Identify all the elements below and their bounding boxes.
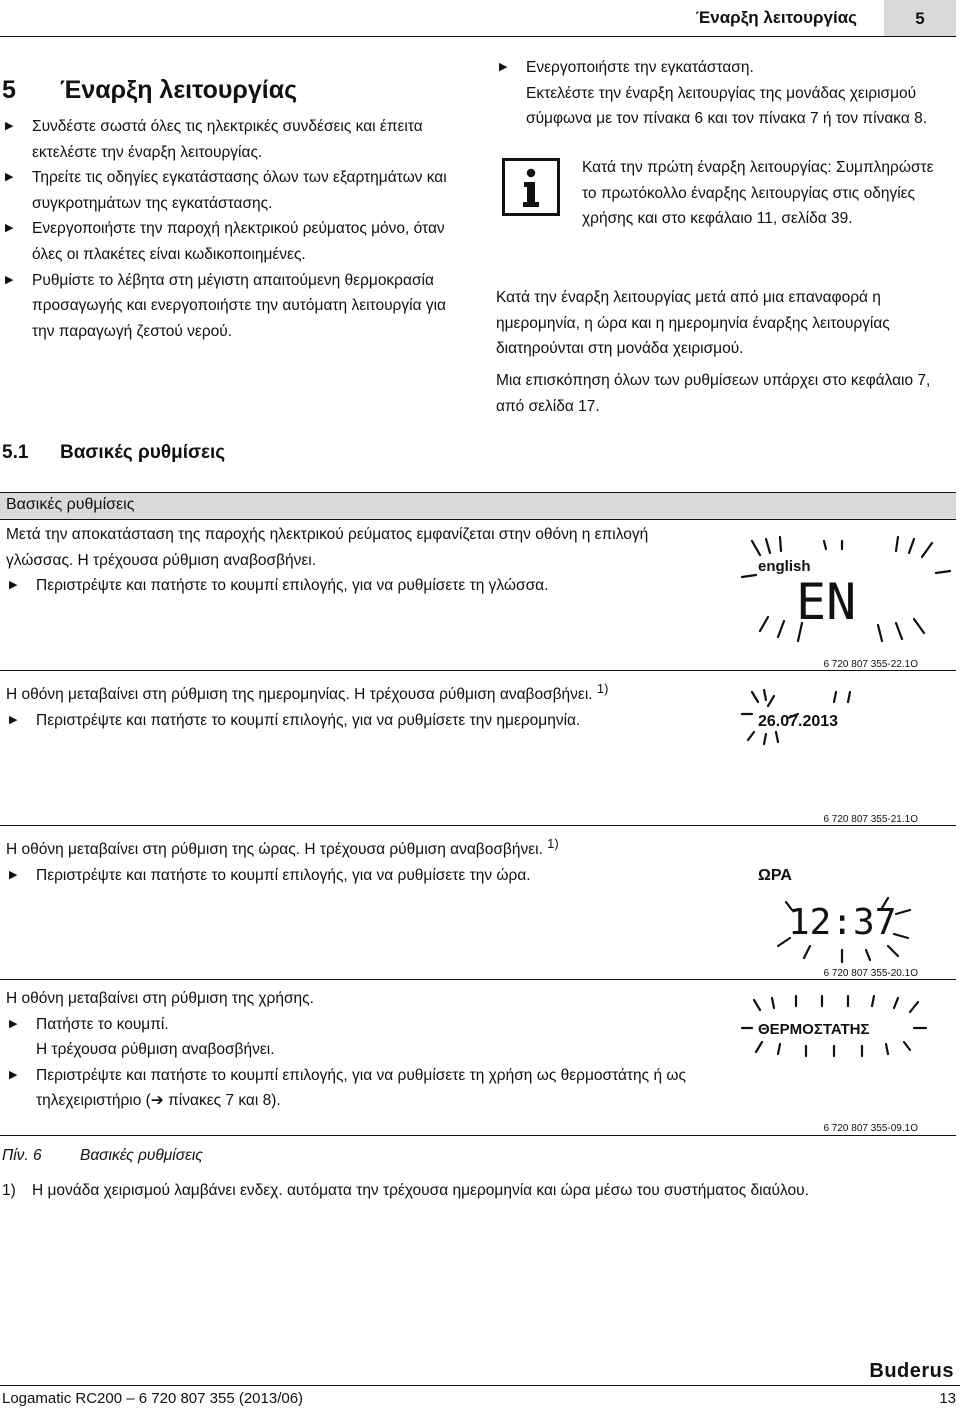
section-heading (2, 76, 297, 105)
row-bullets (6, 708, 696, 734)
footer-rule (0, 1385, 960, 1386)
row-bullets (6, 573, 696, 599)
subsection-number: 5.1 (2, 442, 29, 463)
info-note: Κατά την πρώτη έναρξη λειτουργίας: Συμπληρώστε το πρωτόκολλο έναρξης λειτουργίας στις οδηγίες χρήσης και στο κεφάλαιο 11, σελίδα 39. (582, 159, 934, 228)
row-text-content: Η οθόνη μεταβαίνει στη ρύθμιση της ώρας. Η τρέχουσα ρύθμιση αναβοσβήνει. (6, 841, 543, 859)
section-title: Έναρξη λειτουργίας (60, 76, 298, 104)
subsection-title: Βασικές ρυθμίσεις (60, 442, 226, 463)
row-bullets (6, 1012, 696, 1114)
document-id: Logamatic RC200 – 6 720 807 355 (2013/06) (2, 1390, 304, 1407)
figure-reference: 6 720 807 355-21.1O (823, 814, 918, 825)
caption-number: Πίν. 6 (2, 1147, 42, 1164)
bullet-line: Πατήστε το κουμπί. (36, 1015, 169, 1033)
setup-instruction-list (2, 114, 472, 344)
display-language-value: EN (796, 573, 857, 631)
table-header (0, 492, 956, 520)
subsection-heading (2, 442, 225, 464)
display-time-label: ΩΡΑ (758, 867, 792, 884)
row-divider (0, 825, 956, 826)
row-text: Μετά την αποκατάσταση της παροχής ηλεκτρικού ρεύματος εμφανίζεται στην οθόνη η επιλογή γλώσσας. Η τρέχουσα ρύθμιση αναβοσβήνει. (6, 526, 649, 569)
usage-display (738, 992, 952, 1118)
language-display (738, 527, 952, 653)
table-row-usage (6, 986, 696, 1114)
list-item: ▶ Τηρείτε τις οδηγίες εγκατάστασης όλων των εξαρτημάτων και συγκροτημάτων της εγκατάστασης. (2, 165, 472, 216)
bullet-continuation: Η τρέχουσα ρύθμιση αναβοσβήνει. (36, 1041, 275, 1059)
display-language-label: english (758, 558, 811, 575)
page-number: 13 (939, 1390, 956, 1407)
list-item: ▶ Περιστρέψτε και πατήστε το κουμπί επιλογής, για να ρυθμίσετε την ημερομηνία. (6, 708, 696, 734)
list-item: ▶ Ρυθμίστε το λέβητα στη μέγιστη απαιτούμενη θερμοκρασία προσαγωγής και ενεργοποιήστε την αυτόματη λειτουργία για την παραγωγή ζεστού νερού. (2, 268, 472, 345)
figure-reference: 6 720 807 355-22.1O (823, 659, 918, 670)
list-item (496, 55, 956, 132)
footnote-marker: 1) (596, 681, 609, 696)
footnote-number: 1) (2, 1182, 16, 1199)
chapter-number-box: 5 (884, 0, 956, 36)
list-item (6, 1012, 696, 1063)
display-time-value: 12:37 (788, 902, 897, 943)
table-header-label: Βασικές ρυθμίσεις (6, 496, 135, 513)
bullet-continuation: Εκτελέστε την έναρξη λειτουργίας της μονάδας χειρισμού σύμφωνα με τον πίνακα 6 και τον πίνακα 7 ή τον πίνακα 8. (526, 84, 928, 128)
row-divider (0, 670, 956, 671)
display-date-value: 26.07.2013 (758, 713, 839, 730)
reset-note: Κατά την έναρξη λειτουργίας μετά από μια επαναφορά η ημερομηνία, η ώρα και η ημερομηνία έναρξης λειτουργίας διατηρούνται στη μονάδα χειρισμού. (496, 289, 890, 358)
table-row-time (6, 831, 696, 888)
row-text-content: Η οθόνη μεταβαίνει στη ρύθμιση της ημερομηνίας. Η τρέχουσα ρύθμιση αναβοσβήνει. (6, 686, 593, 704)
time-display-graphic (738, 838, 952, 966)
caption-text: Βασικές ρυθμίσεις (80, 1147, 203, 1164)
list-item: ▶ Περιστρέψτε και πατήστε το κουμπί επιλογής, για να ρυθμίσετε τη γλώσσα. (6, 573, 696, 599)
section-number: 5 (2, 76, 16, 104)
list-item: ▶ Συνδέστε σωστά όλες τις ηλεκτρικές συνδέσεις και έπειτα εκτελέστε την έναρξη λειτουργίας. (2, 114, 472, 165)
table-row-language (6, 522, 696, 599)
right-instruction-list (496, 55, 956, 132)
footnote-marker: 1) (547, 836, 559, 851)
usage-display-graphic (738, 992, 952, 1118)
footnote-text: Η μονάδα χειρισμού λαμβάνει ενδεχ. αυτόματα την τρέχουσα ημερομηνία και ώρα μέσω του συστήματος διαύλου. (32, 1182, 809, 1199)
table-bottom-rule (0, 1135, 956, 1136)
date-display-graphic (738, 684, 952, 810)
running-header-title: Έναρξη λειτουργίας (695, 8, 857, 27)
list-item: ▶ Περιστρέψτε και πατήστε το κουμπί επιλογής, για να ρυθμίσετε τη χρήση ως θερμοστάτης ή ως τηλεχειριστήριο (➔ πίνακες 7 και 8). (6, 1063, 696, 1114)
table-caption (2, 1147, 203, 1165)
figure-reference: 6 720 807 355-09.1O (823, 1123, 918, 1134)
language-display-graphic (738, 527, 952, 653)
display-usage-value: ΘΕΡΜΟΣΤΑΤΗΣ (758, 1021, 870, 1038)
row-text (6, 831, 696, 863)
row-text: Η οθόνη μεταβαίνει στη ρύθμιση της χρήσης. (6, 990, 314, 1007)
figure-reference: 6 720 807 355-20.1O (823, 968, 918, 979)
row-text (6, 676, 696, 708)
right-column-instructions (496, 55, 956, 132)
time-display (738, 838, 952, 966)
bullet-line: Ενεργοποιήστε την εγκατάσταση. (526, 59, 754, 76)
row-divider (0, 979, 956, 980)
overview-note: Μια επισκόπηση όλων των ρυθμίσεων υπάρχει στο κεφάλαιο 7, από σελίδα 17. (496, 372, 931, 415)
date-display (738, 684, 952, 810)
list-item: ▶ Ενεργοποιήστε την παροχή ηλεκτρικού ρεύματος μόνο, όταν όλες οι πλακέτες είναι κωδικοποιημένες. (2, 216, 472, 267)
brand-logo: Buderus (869, 1360, 954, 1382)
row-bullets (6, 863, 696, 889)
left-column (2, 114, 472, 344)
table-row-date (6, 676, 696, 733)
footnote (2, 1182, 809, 1200)
list-item: ▶ Περιστρέψτε και πατήστε το κουμπί επιλογής, για να ρυθμίσετε την ώρα. (6, 863, 696, 889)
info-icon (502, 158, 560, 216)
header-rule (0, 36, 956, 37)
